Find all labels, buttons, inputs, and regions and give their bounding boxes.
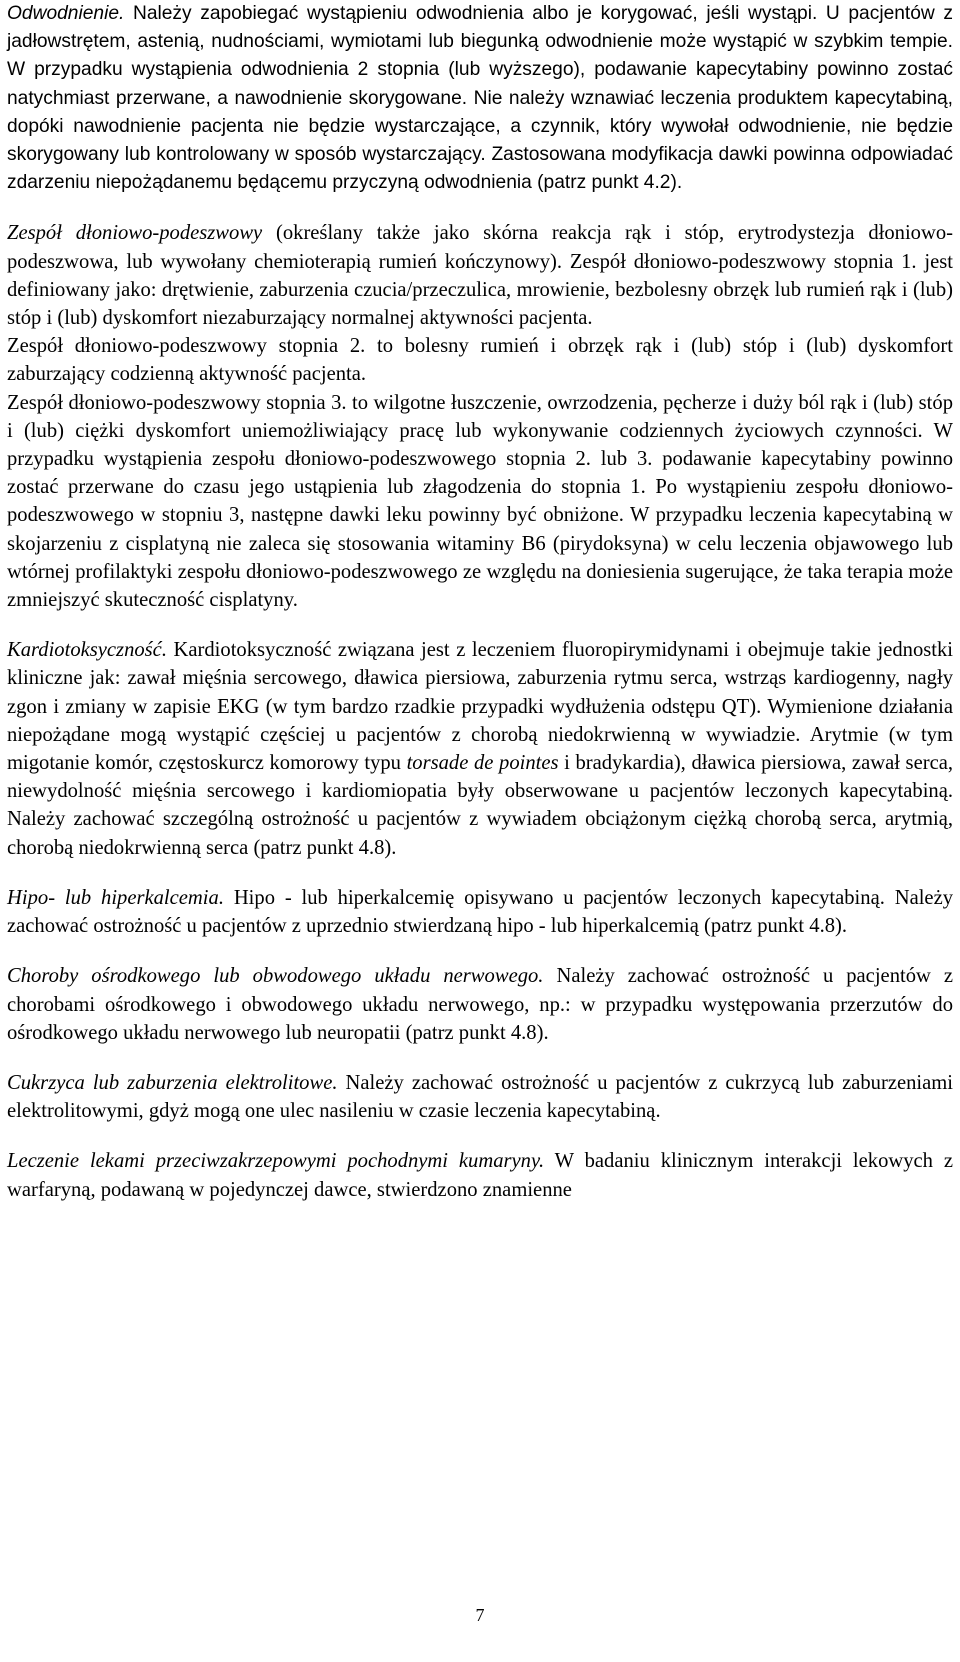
document-page: [7, 0, 953, 1204]
heading-odwodnienie: Odwodnienie.: [7, 3, 125, 24]
text-cukrzyca: Należy zachować ostrożność u pacjentów z cukrzycą lub zaburzeniami elektrolitowymi, gdyż mogą one ulec nasileniu w czasie leczenia kapecytabiną.: [7, 1071, 953, 1123]
paragraph-odwodnienie: [7, 0, 953, 197]
paragraph-hipo-hiperkalcemia: [7, 884, 953, 940]
paragraph-cukrzyca: [7, 1069, 953, 1125]
text-leki-przeciwzakrzepowe: W badaniu klinicznym interakcji lekowych z warfaryną, podawaną w pojedynczej dawce, stwierdzono znamienne: [7, 1150, 954, 1201]
term-torsade-de-pointes: torsade de pointes: [406, 752, 559, 775]
text-choroby-ukladu-nerwowego: Należy zachować ostrożność u pacjentów z chorobami ośrodkowego i obwodowego układu nerwowego, np.: w przypadku występowania przerzutów do ośrodkowego układu nerwowego lub neuropatii (patrz punkt 4.8).: [7, 965, 954, 1044]
paragraph-zespol-stopien-2: [7, 332, 953, 388]
heading-cukrzyca: Cukrzyca lub zaburzenia elektrolitowe.: [7, 1071, 338, 1094]
heading-zespol-dloniowo-podeszwowy: Zespół dłoniowo-podeszwowy: [7, 222, 263, 245]
page-number: 7: [475, 1605, 485, 1625]
heading-hipo-hiperkalcemia: Hipo- lub hiperkalcemia.: [7, 886, 224, 909]
paragraph-zespol-dloniowo-podeszwowy: [7, 219, 953, 332]
text-zespol-definicja: (określany także jako skórna reakcja rąk i stóp, erytrodystezja dłoniowo-podeszwowa, lub wywołany chemioterapią rumień kończynowy). Zespół dłoniowo-podeszwowy stopnia 1. jest definiowany jako: drętwienie, zaburzenia czucia/przeczulica, mrowienie, bezbolesny obrzęk lub rumień rąk i (lub) stóp i (lub) dyskomfort niezaburzający normalnej aktywności pacjenta.: [7, 222, 953, 330]
text-zespol-stopien-2: Zespół dłoniowo-podeszwowy stopnia 2. to bolesny rumień i obrzęk rąk i (lub) stóp i (lub) dyskomfort zaburzający codzienną aktywność pacjenta.: [7, 335, 953, 386]
paragraph-choroby-ukladu-nerwowego: [7, 962, 953, 1047]
text-hipo-hiperkalcemia: Hipo - lub hiperkalcemię opisywano u pacjentów leczonych kapecytabiną. Należy zachować ostrożność u pacjentów z uprzednio stwierdzaną hipo - lub hiperkalcemią (patrz punkt 4.8).: [7, 886, 954, 938]
text-odwodnienie: Należy zapobiegać wystąpieniu odwodnienia albo je korygować, jeśli wystąpi. U pacjentów z jadłowstrętem, astenią, nudnościami, wymiotami lub biegunką odwodnienie może wystąpić w szybkim tempie. W przypadku wystąpienia odwodnienia 2 stopnia (lub wyższego), podawanie kapecytabiny powinno zostać natychmiast przerwane, a nawodnienie skorygowane. Nie należy wznawiać leczenia produktem kapecytabiną, dopóki nawodnienie pacjenta nie będzie wystarczające, a czynnik, który wywołał odwodnienie, nie będzie skorygowany lub kontrolowany w sposób wystarczający. Zastosowana modyfikacja dawki powinna odpowiadać zdarzeniu niepożądanemu będącemu przyczyną odwodnienia (patrz punkt 4.2).: [7, 3, 953, 194]
paragraph-zespol-stopien-3: [7, 389, 953, 615]
paragraph-kardiotoksycznosc: [7, 636, 953, 862]
text-zespol-stopien-3: Zespół dłoniowo-podeszwowy stopnia 3. to wilgotne łuszczenie, owrzodzenia, pęcherze i duży ból rąk i (lub) stóp i (lub) ciężki dyskomfort uniemożliwiający pracę lub wykonywanie codziennych życiowych czynności. W przypadku wystąpienia zespołu dłoniowo-podeszwowego stopnia 2. lub 3. podawanie kapecytabiny powinno zostać przerwane do czasu jego ustąpienia lub złagodzenia do stopnia 1. Po wystąpieniu zespołu dłoniowo-podeszwowego w stopniu 3, następne dawki leku powinny być obniżone. W przypadku leczenia kapecytabiną w skojarzeniu z cisplatyną nie zaleca się stosowania witaminy B6 (pirydoksyna) w celu leczenia objawowego lub wtórnej profilaktyki zespołu dłoniowo-podeszwowego ze względu na doniesienia sugerujące, że taka terapia może zmniejszyć skuteczność cisplatyny.: [7, 391, 953, 612]
text-kardiotoksycznosc-part-2: i bradykardia), dławica piersiowa, zawał serca, niewydolność mięśnia sercowego i kardiomiopatia były obserwowane u pacjentów leczonych kapecytabiną. Należy zachować szczególną ostrożność u pacjentów z wywiadem obciążonym ciężką chorobą serca, arytmią, chorobą niedokrwienną serca (patrz punkt 4.8).: [7, 752, 953, 859]
heading-choroby-ukladu-nerwowego: Choroby ośrodkowego lub obwodowego układu nerwowego.: [7, 965, 544, 988]
text-kardiotoksycznosc-part-1: Kardiotoksyczność związana jest z leczeniem fluoropirymidynami i obejmuje takie jednostki kliniczne jak: zawał mięśnia sercowego, dławica piersiowa, zaburzenia rytmu serca, wstrząs kardiogenny, nagły zgon i zmiany w zapisie EKG (w tym bardzo rzadkie przypadki wydłużenia odstępu QT). Wymienione działania niepożądane mogą wystąpić częściej u pacjentów z chorobą niedokrwienną w wywiadzie. Arytmie (w tym migotanie komór, częstoskurcz komorowy typu: [7, 639, 953, 775]
heading-leki-przeciwzakrzepowe: Leczenie lekami przeciwzakrzepowymi pochodnymi kumaryny.: [7, 1150, 545, 1173]
paragraph-leki-przeciwzakrzepowe: [7, 1147, 953, 1203]
heading-kardiotoksycznosc: Kardiotoksyczność.: [7, 639, 167, 662]
